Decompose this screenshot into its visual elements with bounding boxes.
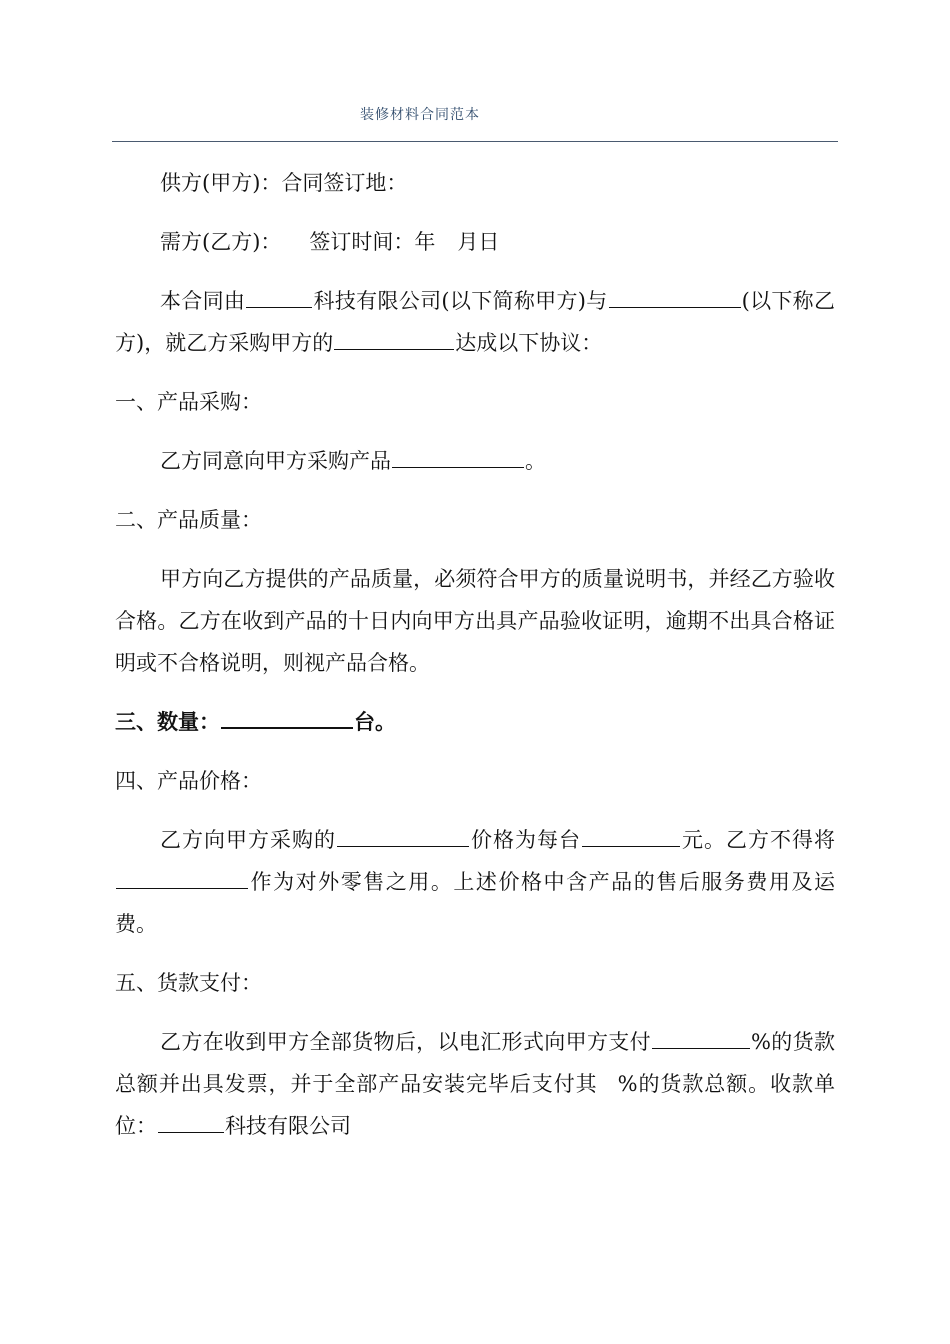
buyer-label: 需方(乙方)： [160,230,282,254]
intro-text-4: 达成以下协议： [455,331,603,355]
blank-product [392,466,524,468]
section-2-title: 二、产品质量： [115,508,262,532]
intro-text-1: 本合同由 [160,289,246,313]
section-5-title: 五、货款支付： [115,971,262,995]
sign-time-label: 签订时间： [309,230,415,254]
blank-retail-item [116,887,248,889]
s4-text-1: 乙方向甲方采购的 [160,828,336,852]
section-4-body [115,819,835,945]
blank-price-item [337,845,469,847]
section-1-body [115,440,835,482]
s5-text-4: 科技有限公司 [225,1114,351,1138]
intro-text-2: 科技有限公司(以下简称甲方)与 [313,289,608,313]
blank-payee-company [158,1131,224,1133]
section-2-body: 甲方向乙方提供的产品质量，必须符合甲方的质量说明书，并经乙方验收合格。乙方在收到产品的十日内向甲方出具产品验收证明，逾期不出具合格证明或不合格说明，则视产品合格。 [115,567,835,675]
buyer-line [115,221,835,263]
s4-text-2: 价格为每台 [470,828,581,852]
intro-text-3: (以下称乙方)，就乙方采购甲方的 [115,289,835,355]
blank-purchase-item [334,348,454,350]
s5-text-2: %的货款总额并出具发票，并于全部产品安装完毕后支付其 [115,1030,835,1096]
s5-text-1: 乙方在收到甲方全部货物后，以电汇形式向甲方支付 [160,1030,651,1054]
year-label: 年 [414,230,436,254]
s4-text-4: 作为对外零售之用。上述价格中含产品的售后服务费用及运费。 [115,870,835,936]
sign-place-label: 合同签订地： [281,171,408,195]
contract-body [115,162,835,1164]
s4-text-3: 元。乙方不得将 [681,828,835,852]
intro-paragraph [115,280,835,364]
blank-quantity [221,726,353,729]
blank-unit-price [582,845,680,847]
month-day-label: 月日 [457,230,500,254]
header-divider [112,141,838,142]
section-1-title: 一、产品采购： [115,390,262,414]
s3-unit: 台。 [354,709,396,734]
s1-text-2: 。 [525,449,546,473]
supplier-line [115,162,835,204]
blank-first-payment [652,1047,750,1049]
section-3-quantity [115,701,835,743]
section-4-title: 四、产品价格： [115,769,262,793]
section-5-body [115,1021,835,1147]
s3-title: 三、数量： [115,709,220,734]
s1-text-1: 乙方同意向甲方采购产品 [160,449,391,473]
supplier-label: 供方(甲方)： [160,171,282,195]
page-header-title: 装修材料合同范本 [360,107,480,123]
s5-text-3: %的货款总额。收款单位： [115,1072,835,1138]
blank-supplier-company [246,306,312,308]
blank-buyer-name [609,306,741,308]
